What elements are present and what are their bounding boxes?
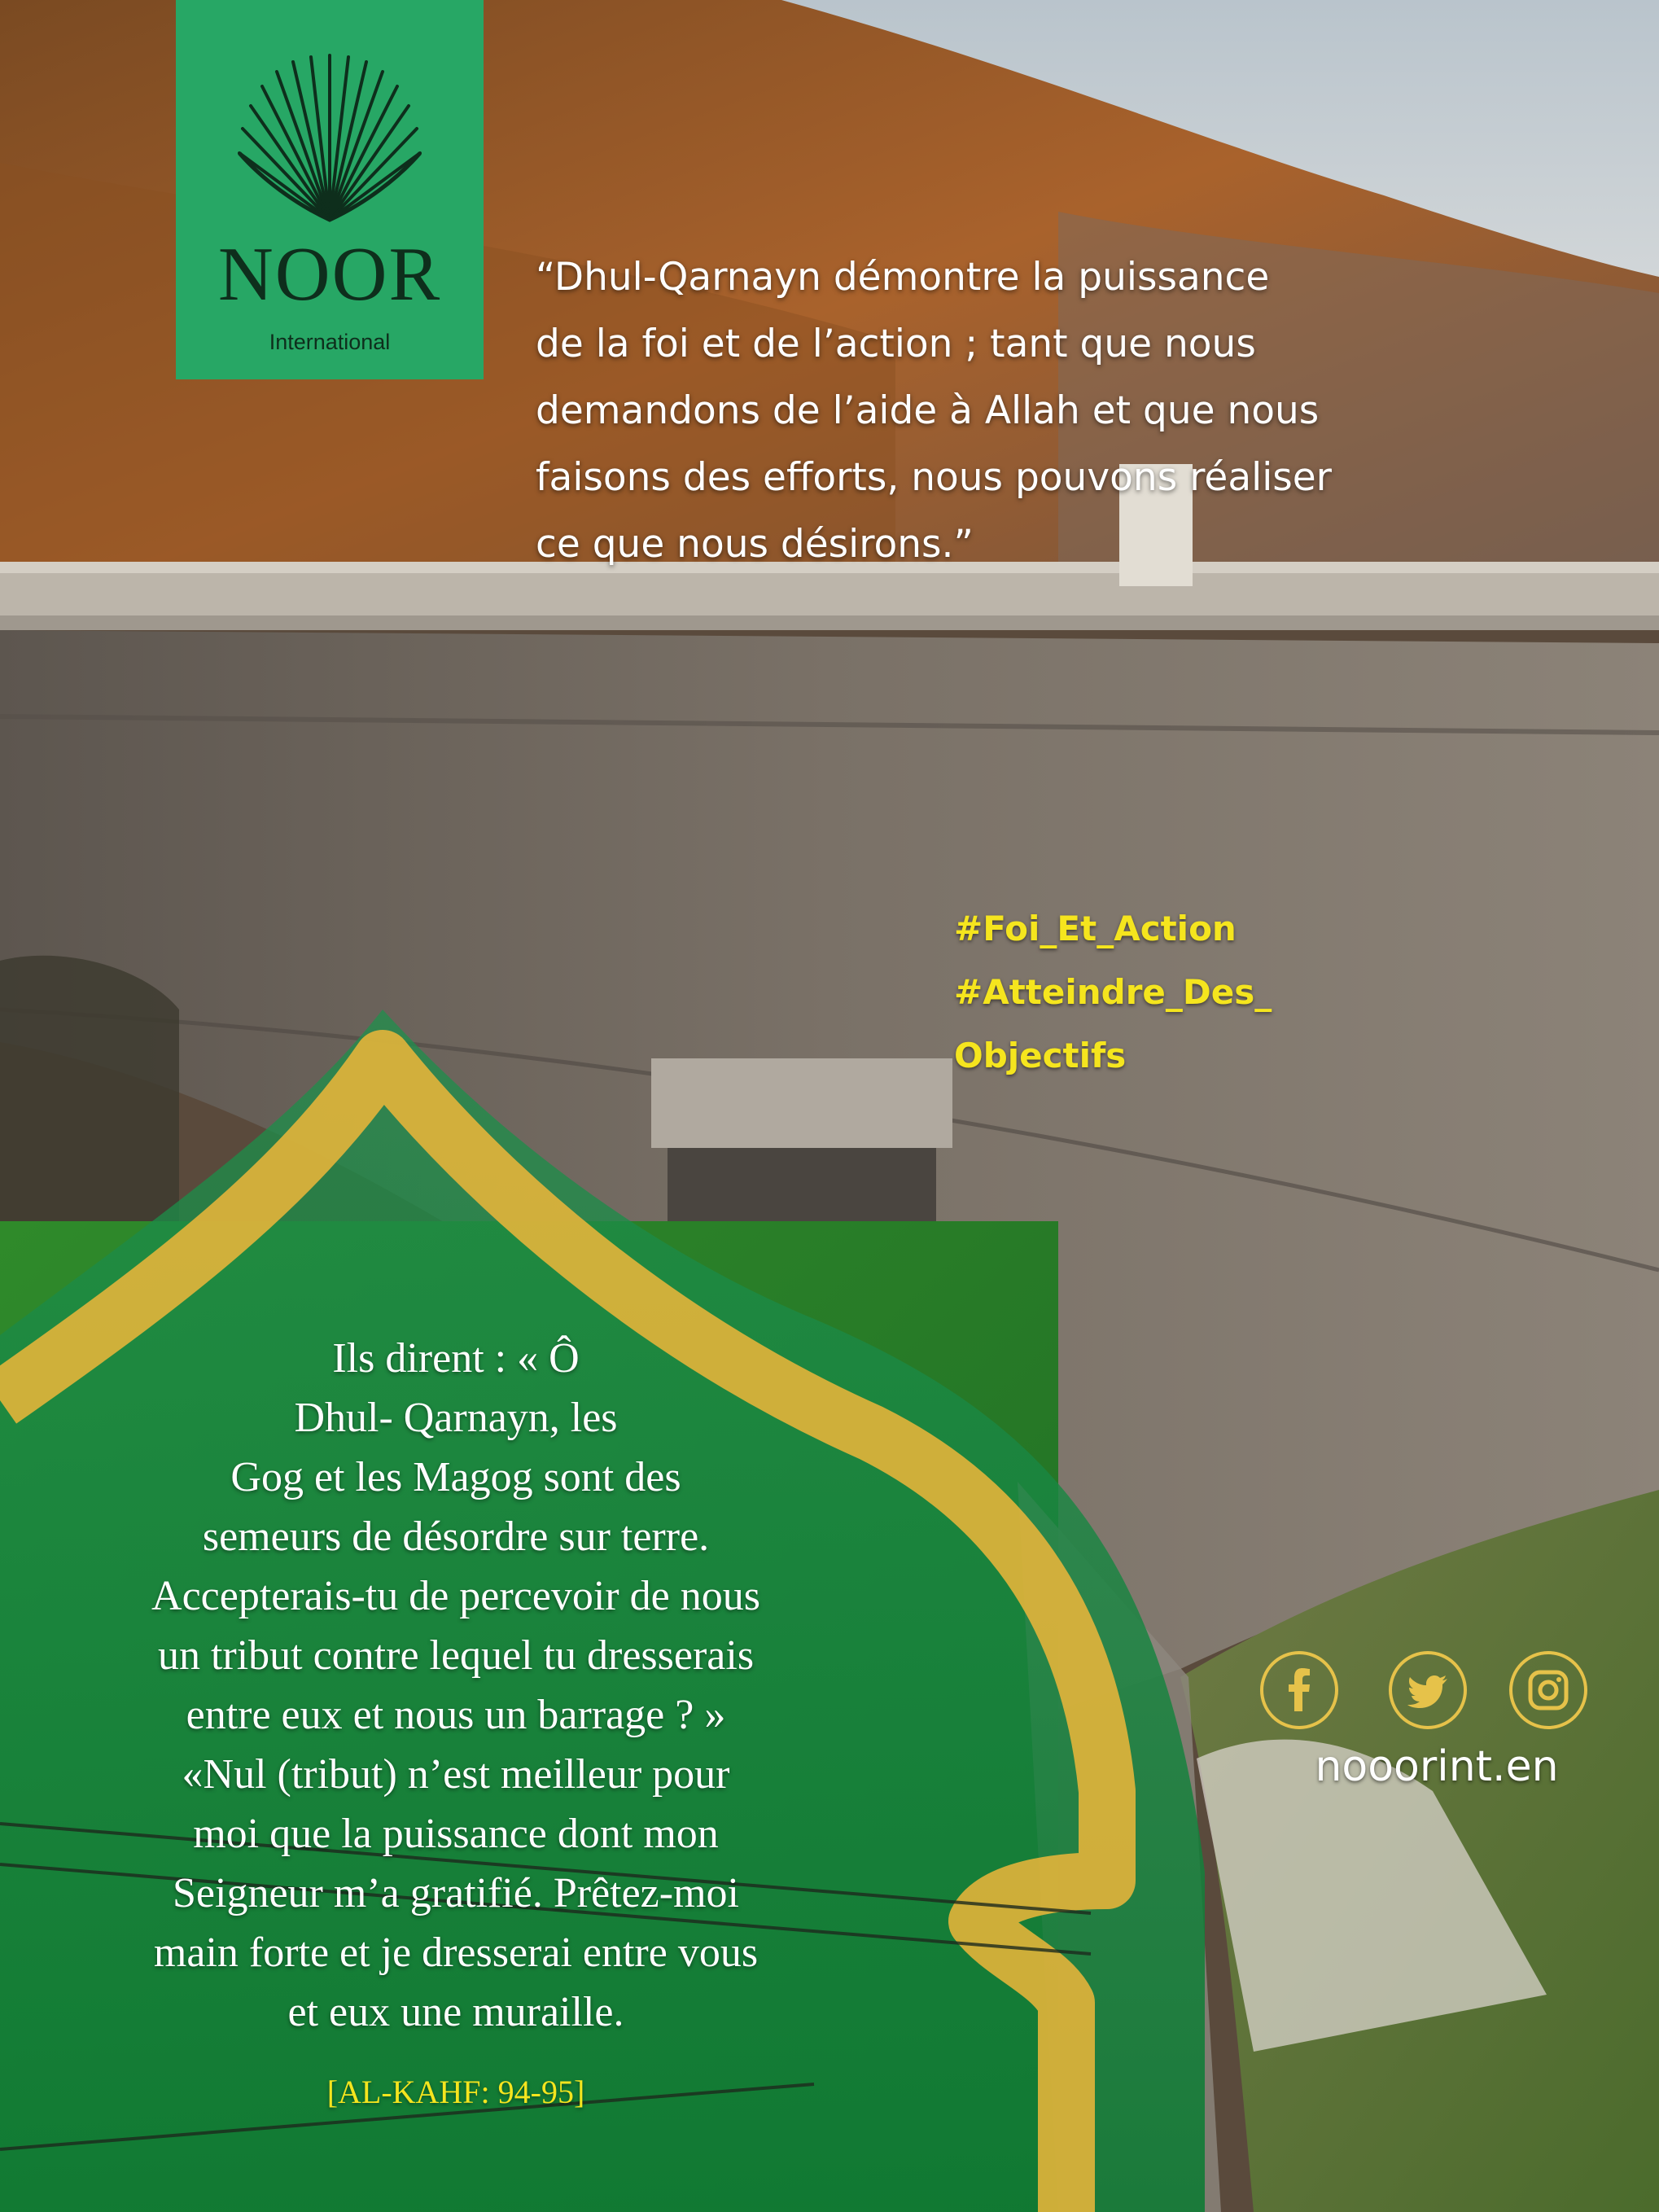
website-link[interactable]: nooorint.en (1315, 1742, 1559, 1791)
logo-subtitle: International (269, 330, 391, 354)
twitter-icon[interactable] (1389, 1651, 1467, 1729)
palm-fan-icon (238, 49, 422, 228)
logo-name: NOOR (217, 232, 442, 317)
verse-text: Ils dirent : « Ô Dhul- Qarnayn, les Gog et les Magog sont des semeurs de désordre sur terre. Accepterais-tu de percevoir de nous un tribut contre lequel tu dresserais entre eux et nous un barrage ? » «Nul (tribut) n’est meilleur pour moi que la puissance dont mon Seigneur m’a gratifié. Prêtez-moi main forte et je dresserai entre vous et eux une muraille. (151, 1335, 760, 2035)
facebook-icon[interactable] (1260, 1651, 1338, 1729)
noor-logo (176, 0, 484, 379)
hashtag-line-2: #Atteindre_Des_ (954, 972, 1272, 1012)
verse-reference: [AL-KAHF: 94-95] (326, 2074, 585, 2110)
instagram-icon[interactable] (1509, 1651, 1587, 1729)
hashtag-line-3: Objectifs (954, 1036, 1127, 1075)
quote-text: “Dhul-Qarnayn démontre la puissance de la foi et de l’action ; tant que nous demandons de l’aide à Allah et que nous faisons des efforts, nous pouvons réaliser ce que nous désirons.” (536, 255, 1332, 567)
hashtags (954, 897, 1361, 1088)
hashtag-line-1: #Foi_Et_Action (954, 909, 1237, 948)
